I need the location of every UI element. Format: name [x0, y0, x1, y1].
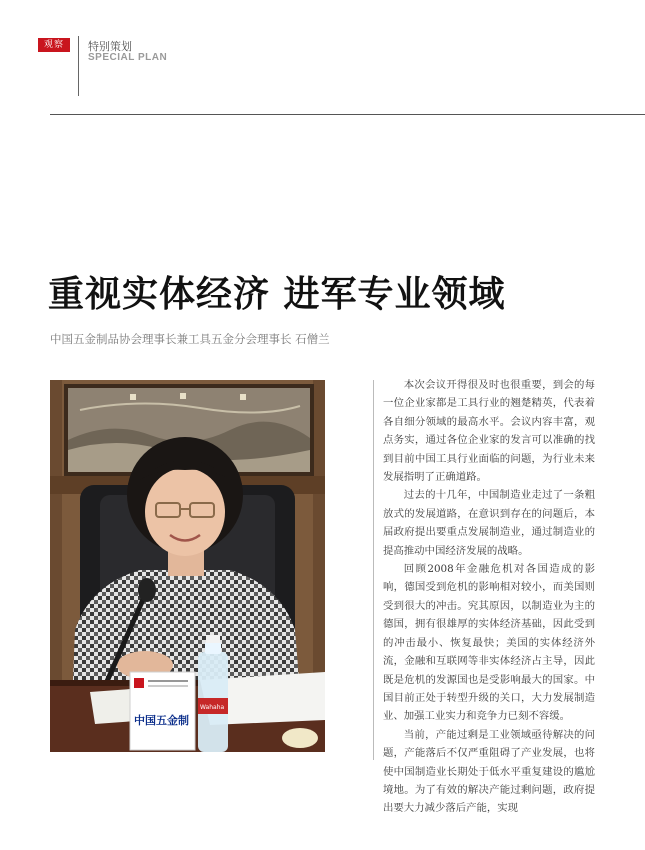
column-divider — [373, 380, 374, 760]
article-byline: 中国五金制品协会理事长兼工具五金分会理事长 石僧兰 — [50, 332, 330, 346]
paragraph: 当前，产能过剩是工业领域亟待解决的问题，产能落后不仅严重阻碍了产业发展，也将使中国制造业长期处于低水平重复建设的尴尬境地。为了有效的解决产能过剩问题，政府提出要大力减少落后产能，实现 — [383, 728, 595, 815]
placard-text: 中国五金制 — [134, 714, 189, 727]
section-title-cn: 特别策划 — [88, 40, 132, 53]
bottle-label: Wahaha — [200, 704, 225, 711]
article-title: 重视实体经济 进军专业领域 — [48, 273, 506, 315]
article-body — [383, 376, 595, 818]
paragraph: 本次会议开得很及时也很重要，到会的每一位企业家都是工具行业的翘楚精英，代表着各自细分领域的最高水平。会议内容丰富，观点务实，通过各位企业家的发言可以准确的找到目前中国工具行业面临的问题，为行业未来发展指明了正确道路。 — [383, 379, 595, 484]
paragraph: 过去的十几年，中国制造业走过了一条粗放式的发展道路，在意识到存在的问题后，本届政府提出要重点发展制造业，通过制造业的提高推动中国经济发展的战略。 — [383, 489, 595, 557]
section-title-en: SPECIAL PLAN — [88, 52, 168, 63]
section-tag: 观察 — [38, 38, 70, 52]
article-photo — [50, 380, 325, 752]
paragraph: 回顾2008年金融危机对各国造成的影响，德国受到危机的影响相对较小，而美国则受到很大的冲击。究其原因，以制造业为主的德国，拥有很雄厚的实体经济基础，因此受到的冲击最小、恢复最快；美国的实体经济外流，金融和互联网等非实体经济占主导，因此既是危机的发源国也是受影响最大的国家。中国目前正处于转型升级的关口，大力发展制造业、加强工业实力和竞争力已刻不容缓。 — [383, 563, 595, 723]
header-divider — [78, 36, 79, 96]
header-rule — [50, 114, 645, 115]
